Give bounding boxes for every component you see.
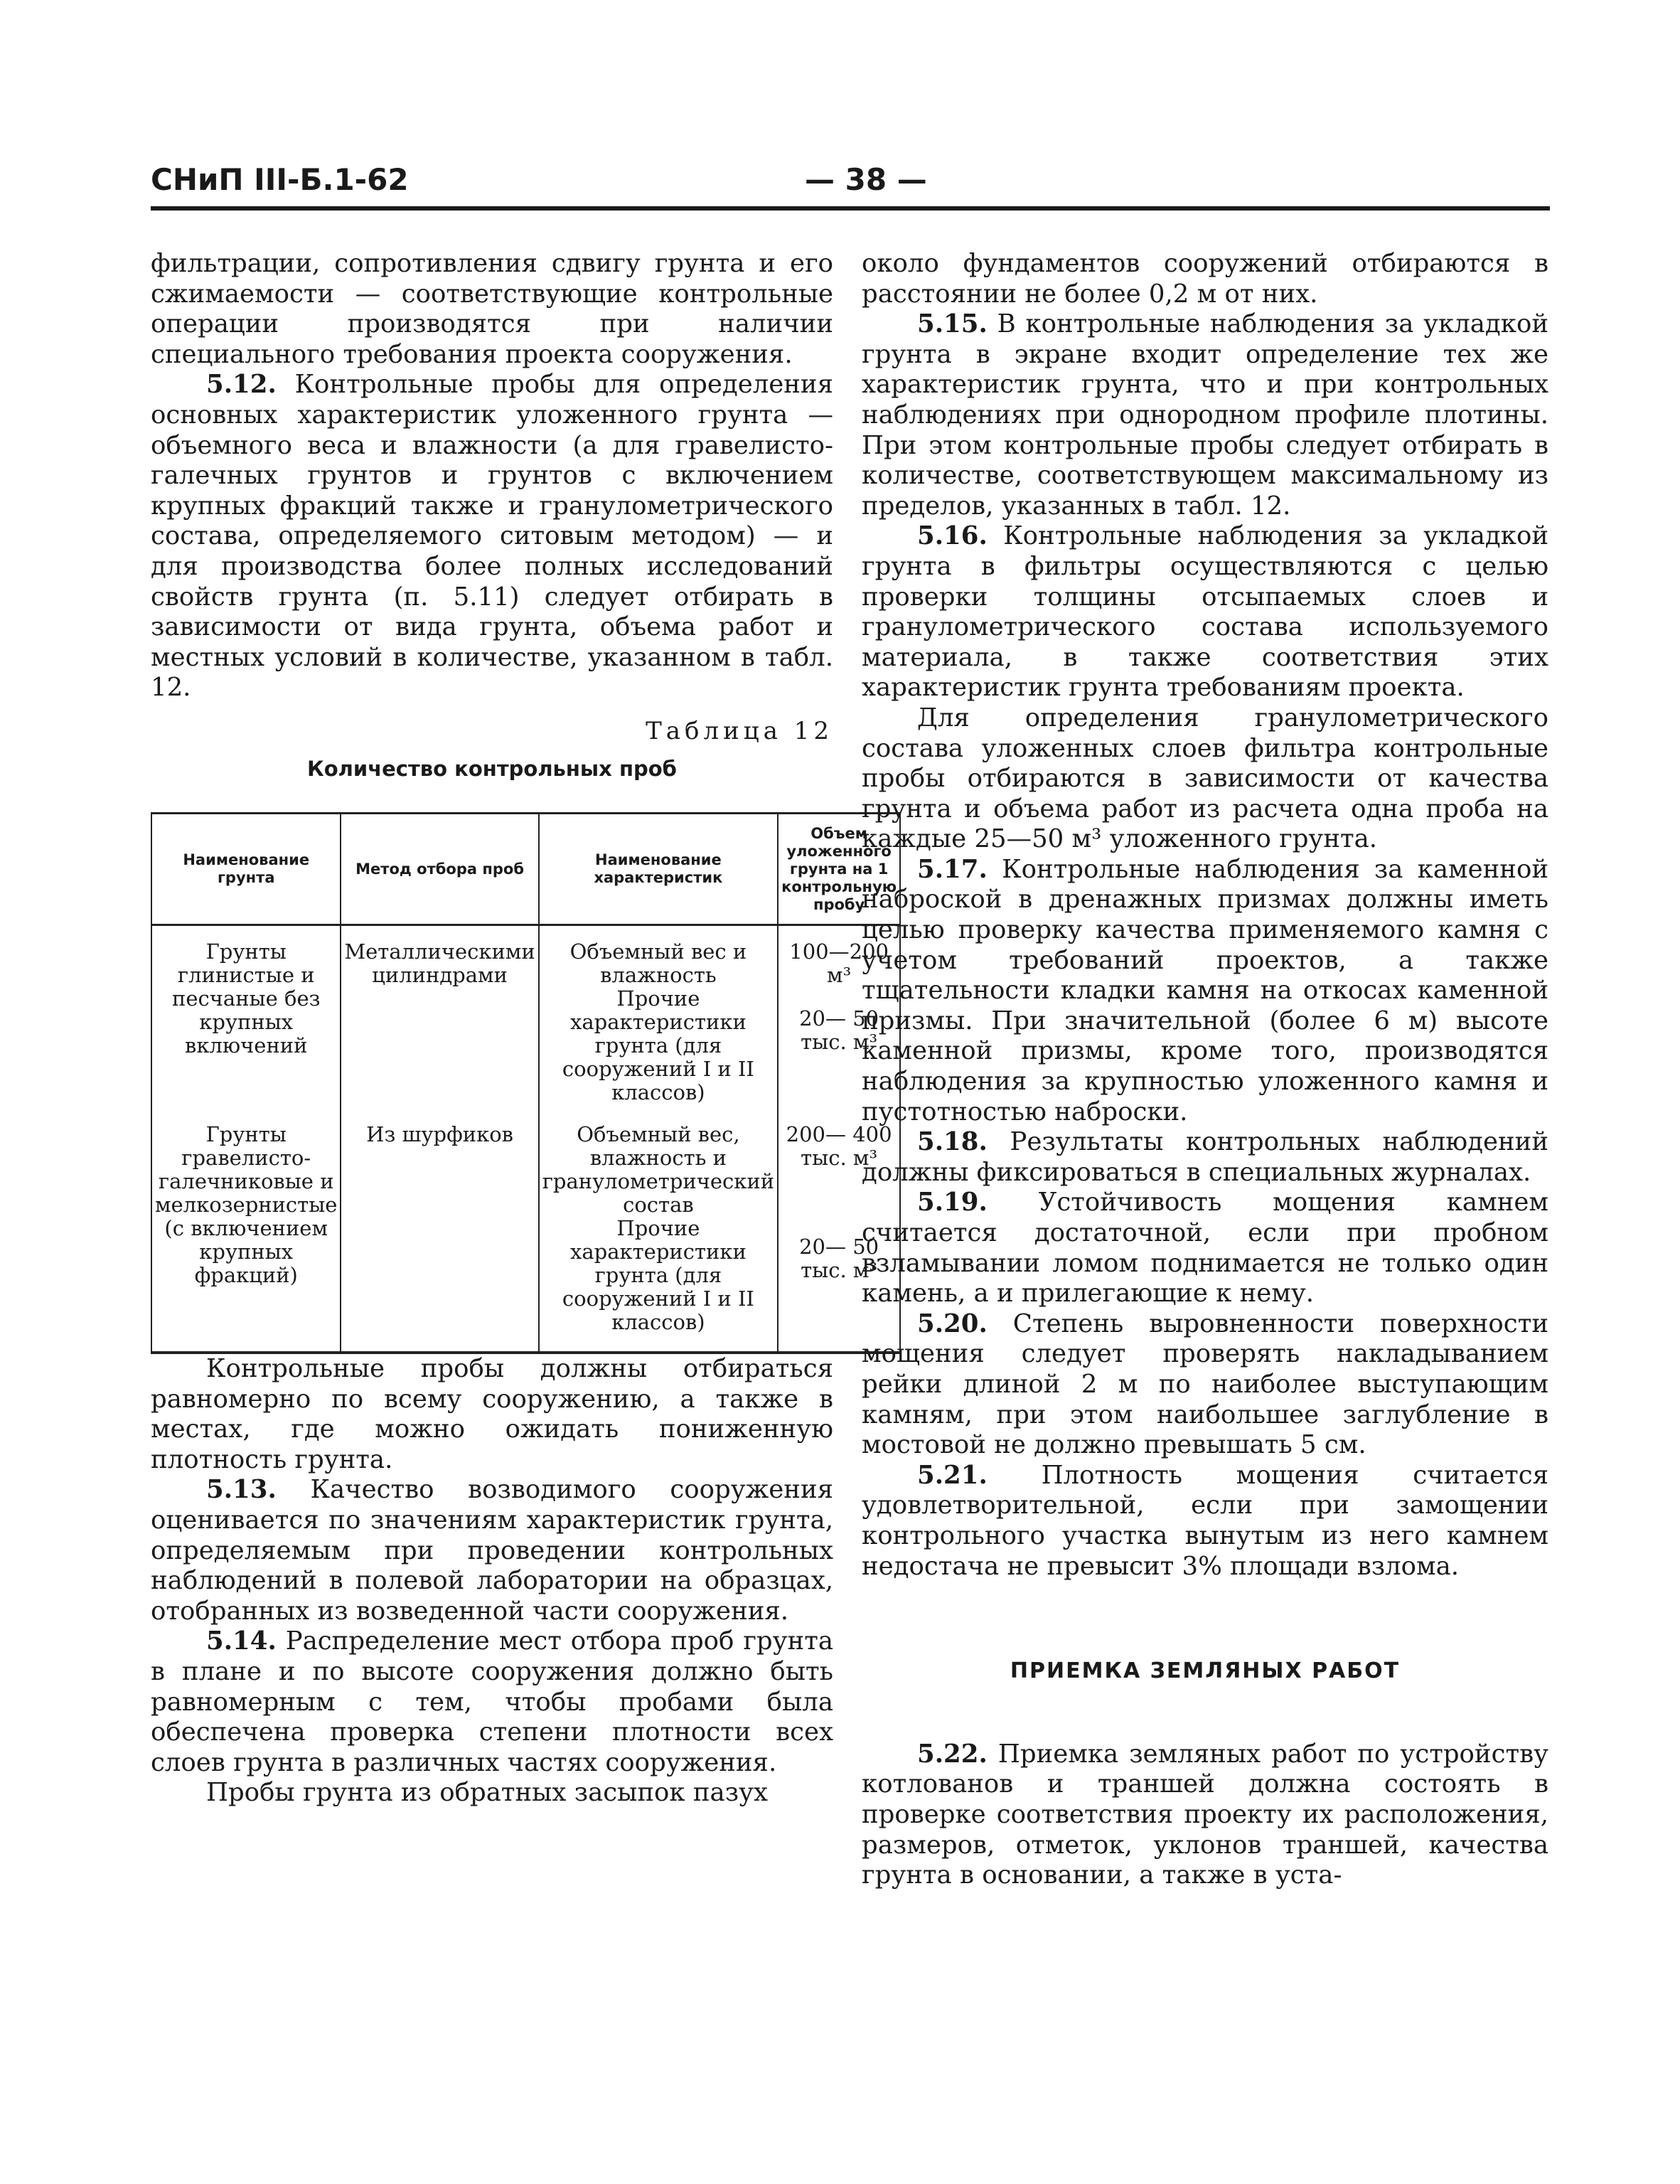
paragraph-text: Устойчивость мощения камнем считается достаточной, если при пробном взламывании ломом поднимается не только один камень, а и прилегающие к нему. xyxy=(862,1188,1548,1309)
characteristics-cell xyxy=(539,925,778,1105)
characteristics-cell xyxy=(539,1104,778,1353)
paragraph-text: Контрольные наблюдения за каменной наброской в дренажных призмах должны иметь целью проверку качества применяемого камня с учетом требований проектов, а также тщательности кладки камня на откосах каменной призмы. При значительной (более 6 м) высоте каменной призмы, кроме того, производятся наблюдения за крупностью уложенного камня и пустотностью наброски. xyxy=(862,854,1548,1126)
clause-number: 5.15. xyxy=(917,309,988,339)
sampling-method-cell: Металлическими цилиндрами xyxy=(341,925,538,1105)
paragraph-5-16 xyxy=(862,521,1548,703)
characteristic-item: Прочие характеристики грунта (для сооружений I и II классов) xyxy=(562,1216,754,1335)
clause-number: 5.17. xyxy=(917,854,988,884)
paragraph-text: Плотность мощения считается удовлетворительной, если при замощении контрольного участка вынутым из него камнем недостача не превысит 3% площади взлома. xyxy=(862,1460,1548,1581)
header-rule xyxy=(151,206,1550,211)
paragraph-5-21 xyxy=(862,1461,1548,1582)
paragraph-5-19 xyxy=(862,1188,1548,1309)
paragraph-5-20 xyxy=(862,1309,1548,1461)
column-header: Метод отбора проб xyxy=(341,814,538,925)
soil-type-cell: Грунты глинистые и песчаные без крупных включений xyxy=(151,925,341,1105)
paragraph-text: Распределение мест отбора проб грунта в плане и по высоте сооружения должно быть равномерным с тем, чтобы пробами была обеспечена проверка степени плотности всех слоев грунта в различных частях сооружения. xyxy=(151,1626,833,1777)
paragraph-text: Приемка земляных работ по устройству котлованов и траншей должна состоять в проверке соответствия проекту их расположения, размеров, отметок, уклонов траншей, качества грунта в основании, а также в уста- xyxy=(862,1739,1548,1890)
table-row xyxy=(151,1104,900,1353)
paragraph-text: Качество возводимого сооружения оценивается по значениям характеристик грунта, определяемым при проведении контрольных наблюдений в полевой лаборатории на образцах, отобранных из возведенной части сооружения. xyxy=(151,1475,833,1626)
paragraph-5-14 xyxy=(151,1626,833,1778)
page-number: — 38 — xyxy=(805,162,927,197)
table-title: Количество контрольных проб xyxy=(307,756,677,781)
clause-number: 5.20. xyxy=(917,1309,988,1338)
volume-value: 20— 50 тыс. м³ xyxy=(799,1006,879,1055)
volume-value: 200— 400 тыс. м³ xyxy=(786,1122,892,1171)
section-heading: ПРИЕМКА ЗЕМЛЯНЫХ РАБОТ xyxy=(1010,1658,1401,1684)
table-header-row xyxy=(151,814,900,925)
volume-value: 20— 50 тыс. м³ xyxy=(799,1235,879,1283)
clause-number: 5.22. xyxy=(917,1739,988,1769)
characteristic-item: Объемный вес и влажность xyxy=(569,939,747,988)
volume-value: 100—200 м³ xyxy=(789,939,889,988)
paragraph: около фундаментов сооружений отбираются в расстоянии не более 0,2 м от них. xyxy=(862,249,1548,309)
soil-type-cell: Грунты гравелисто-галечниковые и мелкозернистые (с включением крупных фракций) xyxy=(151,1104,341,1353)
paragraph: фильтрации, сопротивления сдвигу грунта и его сжимаемости — соответствующие контрольные операции производятся при наличии специального требования проекта сооружения. xyxy=(151,249,833,369)
column-header: Наименование характеристик xyxy=(539,814,778,925)
table-row xyxy=(151,925,900,1105)
clause-number: 5.14. xyxy=(206,1626,277,1656)
column-header: Наименование грунта xyxy=(151,814,341,925)
paragraph-text: В контрольные наблюдения за укладкой грунта в экране входит определение тех же характеристик грунта, что и при контрольных наблюдениях при однородном профиле плотины. При этом контрольные пробы следует отбирать в количестве, соответствующем максимальному из пределов, указанных в табл. 12. xyxy=(862,309,1549,521)
table-12 xyxy=(151,812,901,1354)
characteristic-item: Прочие характеристики грунта (для сооружений I и II классов) xyxy=(562,986,754,1105)
column-header: Объем уложенного грунта на 1 контрольную пробу xyxy=(778,814,900,925)
paragraph: Контрольные пробы должны отбираться равномерно по всему сооружению, а также в местах, где можно ожидать пониженную плотность грунта. xyxy=(151,1354,833,1474)
paragraph-5-18 xyxy=(862,1127,1548,1188)
paragraph: Пробы грунта из обратных засыпок пазух xyxy=(206,1778,768,1808)
paragraph-text: Результаты контрольных наблюдений должны фиксироваться в специальных журналах. xyxy=(862,1127,1548,1187)
paragraph-text: Степень выровненности поверхности мощения следует проверять накладыванием рейки длиной 2 м по наиболее выступающим камням, при этом наибольшее заглубление в мостовой не должно превышать 5 см. xyxy=(862,1309,1548,1460)
paragraph-text: Контрольные наблюдения за укладкой грунта в фильтры осуществляются с целью проверки толщины отсыпаемых слоев и гранулометрического состава используемого материала, в также соответствия этих характеристик грунта требованиям проекта. xyxy=(862,521,1548,703)
characteristic-item: Объемный вес, влажность и гранулометрический состав xyxy=(542,1122,775,1218)
paragraph: Для определения гранулометрического состава уложенных слоев фильтра контрольные пробы отбираются в зависимости от качества грунта и объема работ из расчета одна проба на каждые 25—50 м³ уложенного грунта. xyxy=(862,703,1548,854)
clause-number: 5.13. xyxy=(206,1475,277,1505)
clause-number: 5.19. xyxy=(917,1188,988,1218)
page-header xyxy=(151,162,1550,209)
clause-number: 5.21. xyxy=(917,1460,988,1490)
sampling-method-cell: Из шурфиков xyxy=(341,1104,538,1353)
paragraph-5-13 xyxy=(151,1475,833,1626)
table-caption: Таблица 12 xyxy=(646,716,833,745)
clause-number: 5.12. xyxy=(206,370,277,400)
left-column xyxy=(151,249,897,1809)
clause-number: 5.16. xyxy=(917,521,988,551)
paragraph-5-15 xyxy=(862,309,1548,521)
right-column xyxy=(862,249,1548,1891)
paragraph-5-17 xyxy=(862,855,1548,1127)
paragraph-5-12 xyxy=(151,370,833,703)
clause-number: 5.18. xyxy=(917,1127,988,1157)
paragraph-5-22 xyxy=(862,1740,1548,1891)
document-code: СНиП III-Б.1-62 xyxy=(151,162,409,197)
paragraph-text: Контрольные пробы для определения основных характеристик уложенного грунта — объемного веса и влажности (а для гравелисто-галечных грунтов и грунтов с включением крупных фракций также и гранулометрического состава, определяемого ситовым методом) — и для производства более полных исследований свойств грунта (п. 5.11) следует отбирать в зависимости от вида грунта, объема работ и местных условий в количестве, указанном в табл. 12. xyxy=(151,370,833,703)
